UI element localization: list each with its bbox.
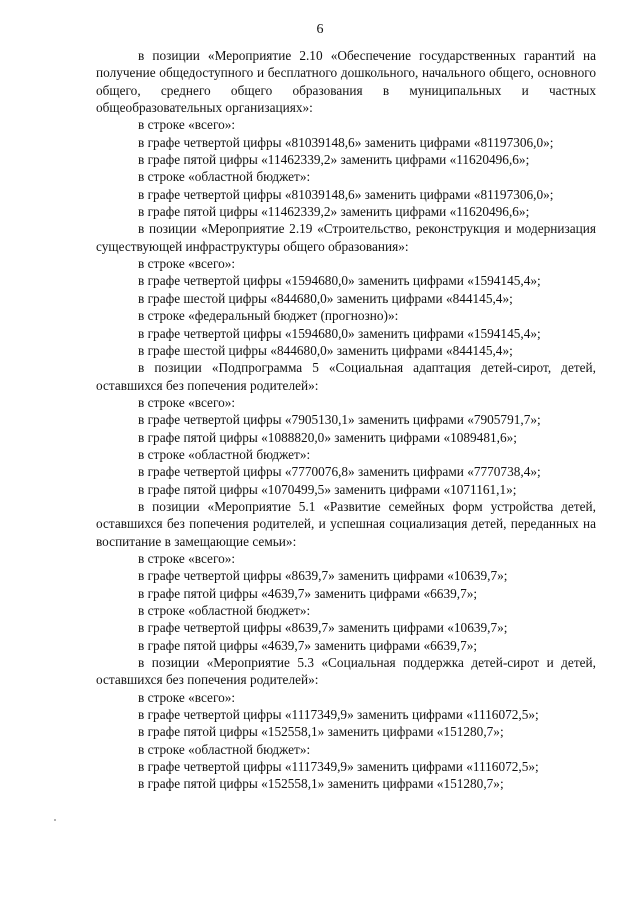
paragraph-11: в графе шестой цифры «844680,0» заменить цифрами «844145,4»;: [138, 290, 513, 306]
paragraph-34: в графе четвертой цифры «1117349,9» заменить цифрами «1116072,5»;: [138, 759, 539, 775]
paragraph-12: в строке «федеральный бюджет (прогнозно)»:: [138, 308, 399, 324]
paragraph-5: в строке «областной бюджет»:: [138, 169, 311, 185]
scan-speck: [54, 819, 56, 821]
paragraph-26: в строке «областной бюджет»:: [138, 603, 311, 618]
paragraph-25: в графе пятой цифры «4639,7» заменить цифрами «6639,7»;: [138, 585, 478, 601]
paragraph-19: в строке «областной бюджет»:: [138, 446, 311, 462]
paragraph-20: в графе четвертой цифры «7770076,8» заменить цифрами «7770738,4»;: [138, 464, 541, 480]
paragraph-35: в графе пятой цифры «152558,1» заменить цифрами «151280,7»;: [138, 776, 504, 792]
document-body: [96, 47, 596, 793]
paragraph-16: в строке «всего»:: [138, 394, 236, 410]
paragraph-3: в графе четвертой цифры «81039148,6» заменить цифрами «81197306,0»;: [138, 134, 554, 150]
paragraph-13: в графе четвертой цифры «1594680,0» заменить цифрами «1594145,4»;: [138, 325, 541, 341]
paragraph-24: в графе четвертой цифры «8639,7» заменить цифрами «10639,7»;: [138, 568, 508, 584]
paragraph-17: в графе четвертой цифры «7905130,1» заменить цифрами «7905791,7»;: [138, 412, 541, 428]
paragraph-10: в графе четвертой цифры «1594680,0» заменить цифрами «1594145,4»;: [138, 273, 541, 289]
paragraph-27: в графе четвертой цифры «8639,7» заменить цифрами «10639,7»;: [138, 620, 508, 636]
paragraph-33: в строке «областной бюджет»:: [138, 741, 311, 757]
paragraph-18: в графе пятой цифры «1088820,0» заменить цифрами «1089481,6»;: [138, 429, 517, 445]
paragraph-6: в графе четвертой цифры «81039148,6» заменить цифрами «81197306,0»;: [138, 186, 554, 202]
paragraph-21: в графе пятой цифры «1070499,5» заменить цифрами «1071161,1»;: [138, 481, 517, 497]
paragraph-8: в позиции «Мероприятие 2.19 «Строительство, реконструкция и модернизация существующей инфраструктуры общего образования»:: [96, 221, 596, 254]
paragraph-15: в позиции «Подпрограмма 5 «Социальная адаптация детей-сирот, детей, оставшихся без попечения родителей»:: [96, 360, 596, 393]
paragraph-28: в графе пятой цифры «4639,7» заменить цифрами «6639,7»;: [138, 637, 478, 653]
paragraph-23: в строке «всего»:: [138, 550, 236, 566]
paragraph-29: в позиции «Мероприятие 5.3 «Социальная поддержка детей-сирот и детей, оставшихся без попечения родителей»:: [96, 655, 596, 688]
paragraph-31: в графе четвертой цифры «1117349,9» заменить цифрами «1116072,5»;: [138, 707, 539, 723]
paragraph-4: в графе пятой цифры «11462339,2» заменить цифрами «11620496,6»;: [138, 152, 530, 168]
paragraph-1: в позиции «Мероприятие 2.10 «Обеспечение государственных гарантий на получение общедоступного и бесплатного дошкольного, начального общего, основного общего, среднего общего образования в муниципальных и частных общеобразовательных организациях»:: [96, 48, 596, 116]
paragraph-2: в строке «всего»:: [138, 117, 236, 133]
paragraph-30: в строке «всего»:: [138, 689, 236, 705]
paragraph-9: в строке «всего»:: [138, 256, 236, 272]
paragraph-22: в позиции «Мероприятие 5.1 «Развитие семейных форм устройства детей, оставшихся без попечения родителей, и успешная социализация детей, переданных на воспитание в замещающие семьи»:: [96, 498, 596, 549]
paragraph-32: в графе пятой цифры «152558,1» заменить цифрами «151280,7»;: [138, 724, 504, 740]
paragraph-14: в графе шестой цифры «844680,0» заменить цифрами «844145,4»;: [138, 342, 513, 358]
paragraph-7: в графе пятой цифры «11462339,2» заменить цифрами «11620496,6»;: [138, 204, 530, 220]
page-number: 6: [316, 22, 324, 37]
